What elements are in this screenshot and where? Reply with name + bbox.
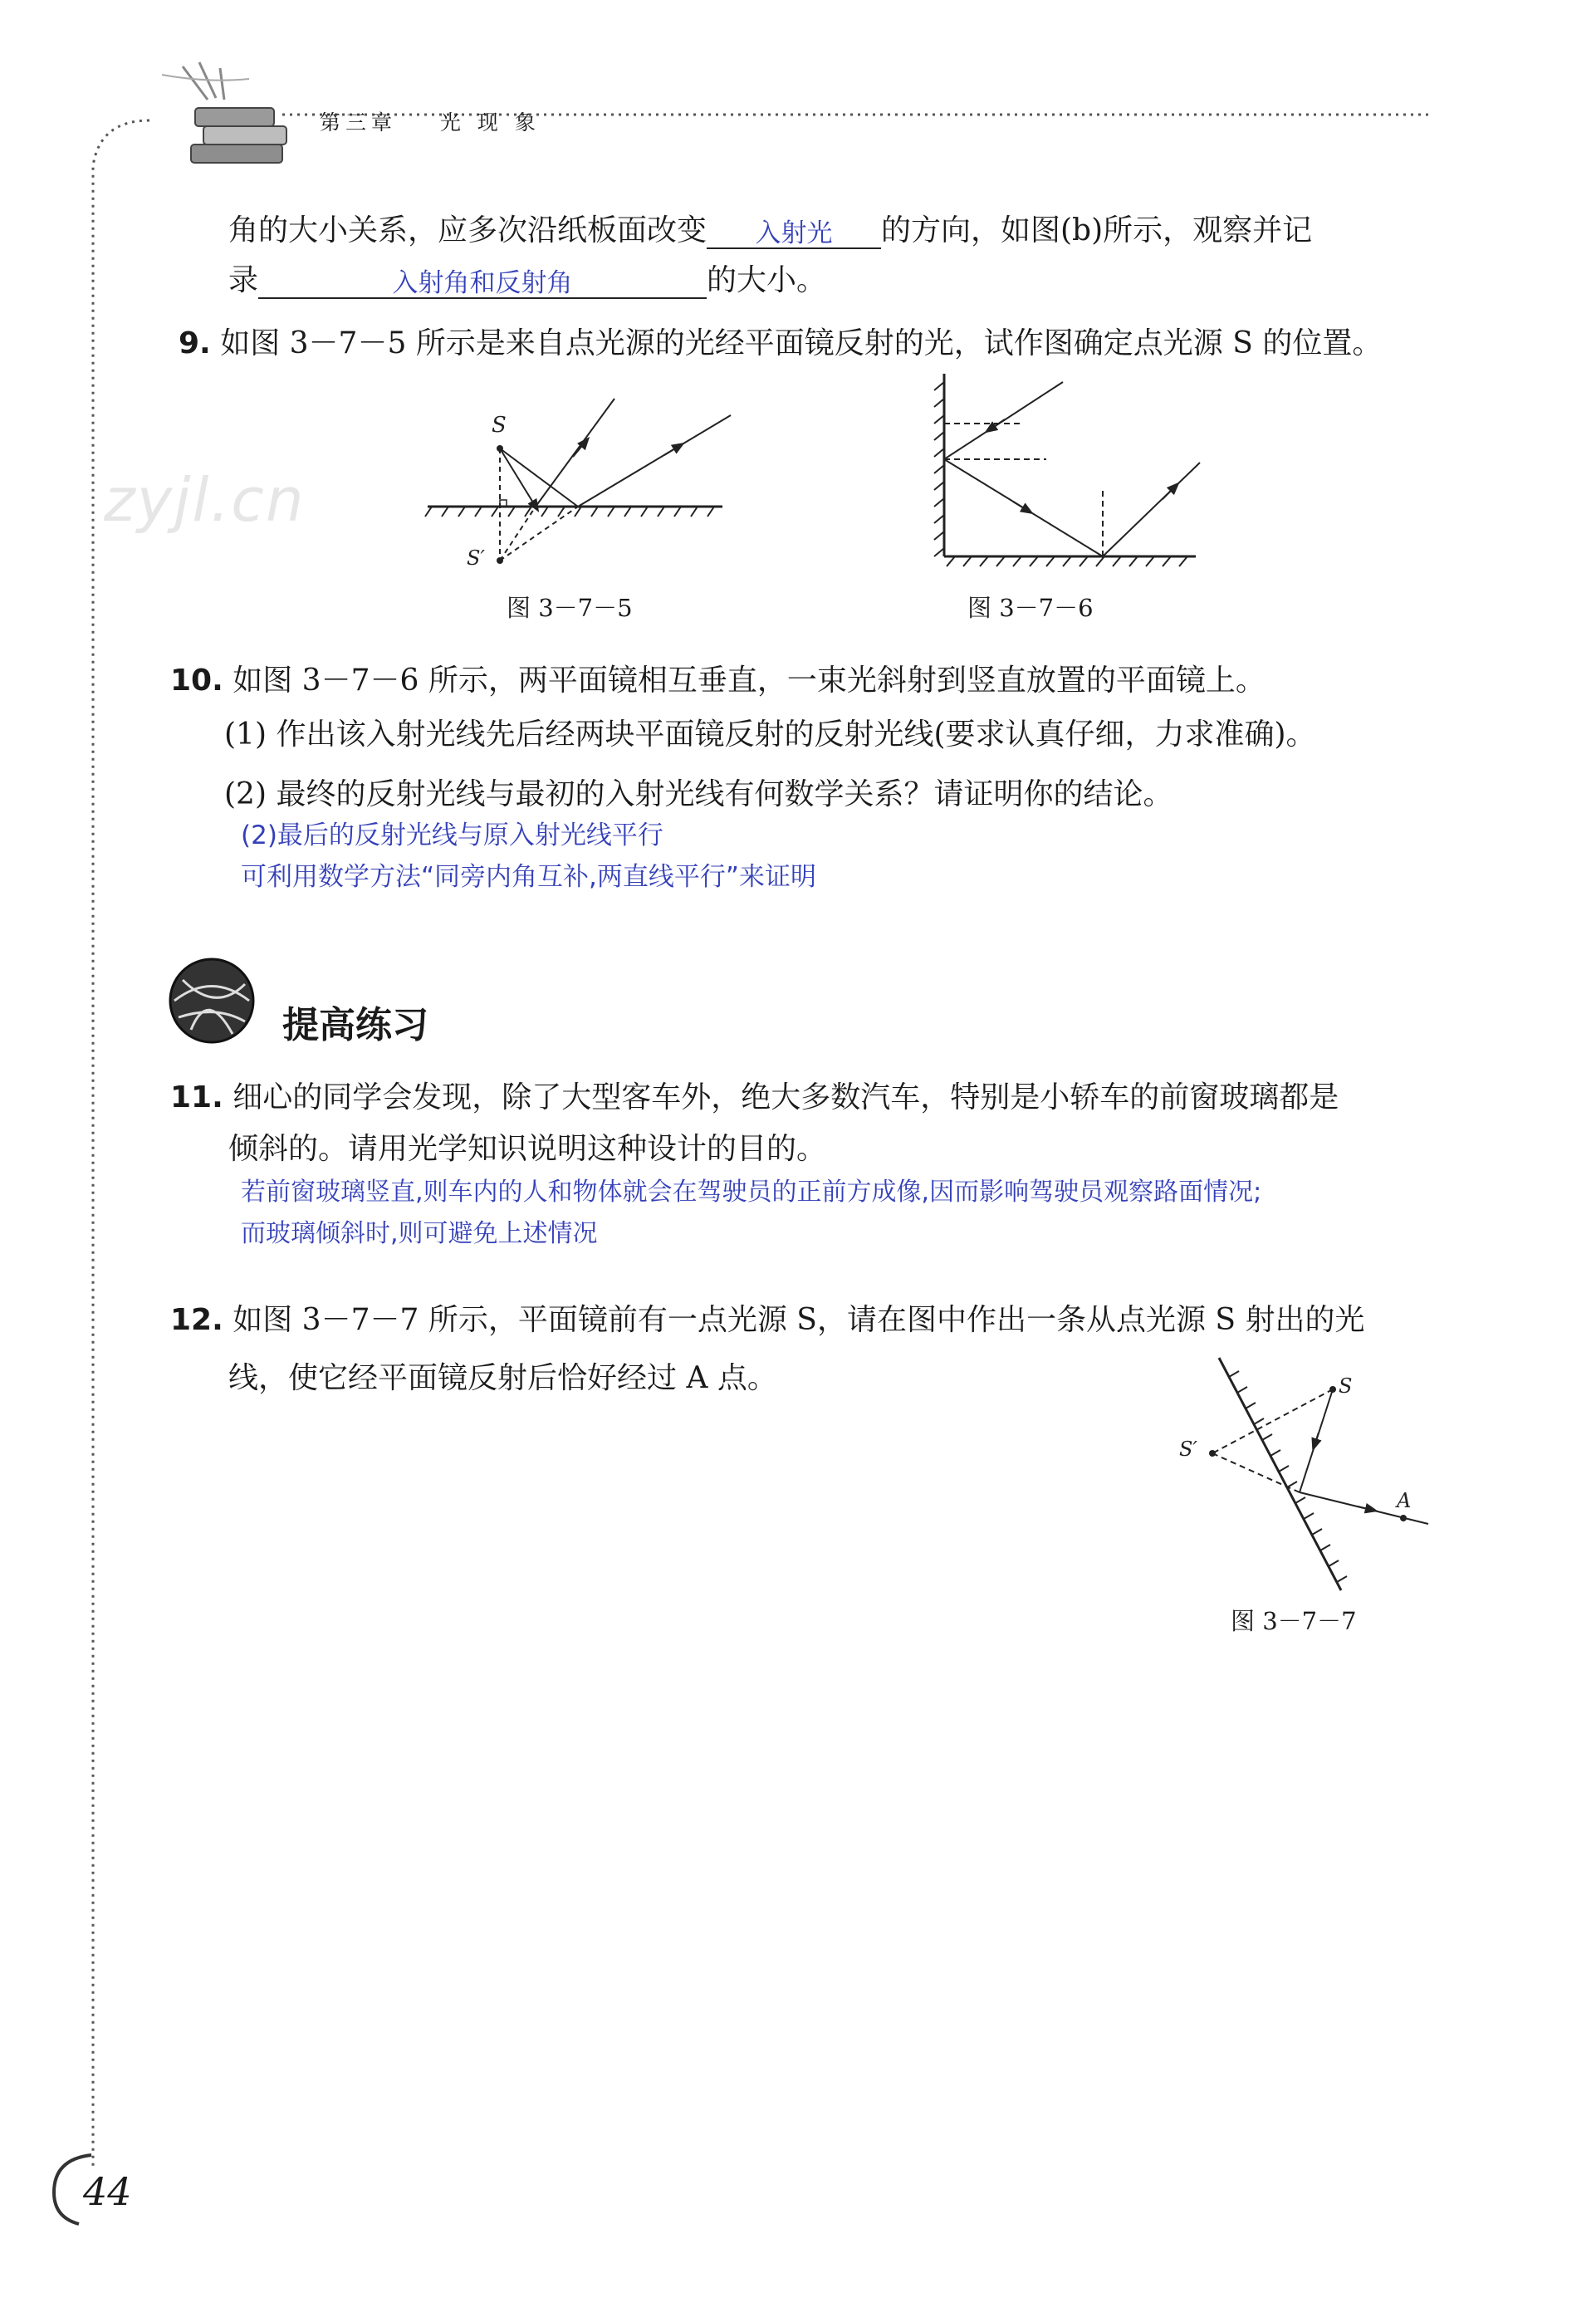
figure-3-7-5	[415, 390, 739, 581]
books-icon	[162, 62, 286, 163]
globe-icon	[166, 955, 257, 1046]
q12-line1: 12. 如图 3－7－7 所示，平面镜前有一点光源 S，请在图中作出一条从点光源 S 射出的光	[170, 1303, 1365, 1337]
q11-answer-2: 而玻璃倾斜时,则可避免上述情况	[241, 1219, 598, 1248]
fig377-caption: 图 3－7－7	[1231, 1607, 1357, 1635]
q10-sub1: (1) 作出该入射光线先后经两块平面镜反射的反射光线(要求认真仔细，力求准确)。	[224, 718, 1316, 752]
watermark: zyjl.cn	[104, 465, 306, 535]
q9-text: 9. 如图 3－7－5 所示是来自点光源的光经平面镜反射的光，试作图确定点光源 S 的位置。	[179, 326, 1383, 360]
q10-answer-2: 可利用数学方法“同旁内角互补,两直线平行”来证明	[241, 862, 816, 892]
q10-sub2: (2) 最终的反射光线与最初的入射光线有何数学关系？请证明你的结论。	[224, 777, 1173, 811]
q8-line2: 录 入射角和反射角 的大小。	[228, 263, 827, 298]
fig375-caption: 图 3－7－5	[507, 594, 633, 622]
fig376-caption: 图 3－7－6	[967, 594, 1094, 622]
q11-line2: 倾斜的。请用光学知识说明这种设计的目的。	[228, 1132, 827, 1166]
q10-text: 10. 如图 3－7－6 所示，两平面镜相互垂直，一束光斜射到竖直放置的平面镜上。	[170, 664, 1266, 698]
q8-line1: 角的大小关系，应多次沿纸板面改变 入射光 的方向，如图(b)所示，观察并记	[228, 213, 1313, 248]
header-chapter: 第三章	[320, 110, 398, 135]
q10-answer-1: (2)最后的反射光线与原入射光线平行	[241, 821, 663, 850]
q11-answer-1: 若前窗玻璃竖直,则车内的人和物体就会在驾驶员的正前方成像,因而影响驾驶员观察路面情况;	[241, 1178, 1262, 1207]
fig377-label-a: A	[1397, 1489, 1412, 1512]
q12-line2: 线，使它经平面镜反射后恰好经过 A 点。	[228, 1361, 777, 1395]
blank-answer-2: 入射角和反射角	[258, 264, 707, 299]
q11-line1: 11. 细心的同学会发现，除了大型客车外，绝大多数汽车，特别是小轿车的前窗玻璃都是	[170, 1080, 1339, 1114]
figure-3-7-6	[922, 370, 1204, 569]
header-title: 光 现 象	[439, 110, 541, 135]
figure-3-7-7	[1154, 1350, 1437, 1599]
fig375-label-s-prime: S′	[467, 546, 485, 570]
fig377-label-s-prime: S′	[1179, 1438, 1197, 1461]
blank-answer-1: 入射光	[707, 214, 881, 249]
fig375-label-s: S	[492, 413, 507, 438]
page-number: 44	[83, 2169, 132, 2214]
section-title: 提高练习	[282, 1004, 428, 1046]
fig377-label-s: S	[1339, 1374, 1353, 1398]
